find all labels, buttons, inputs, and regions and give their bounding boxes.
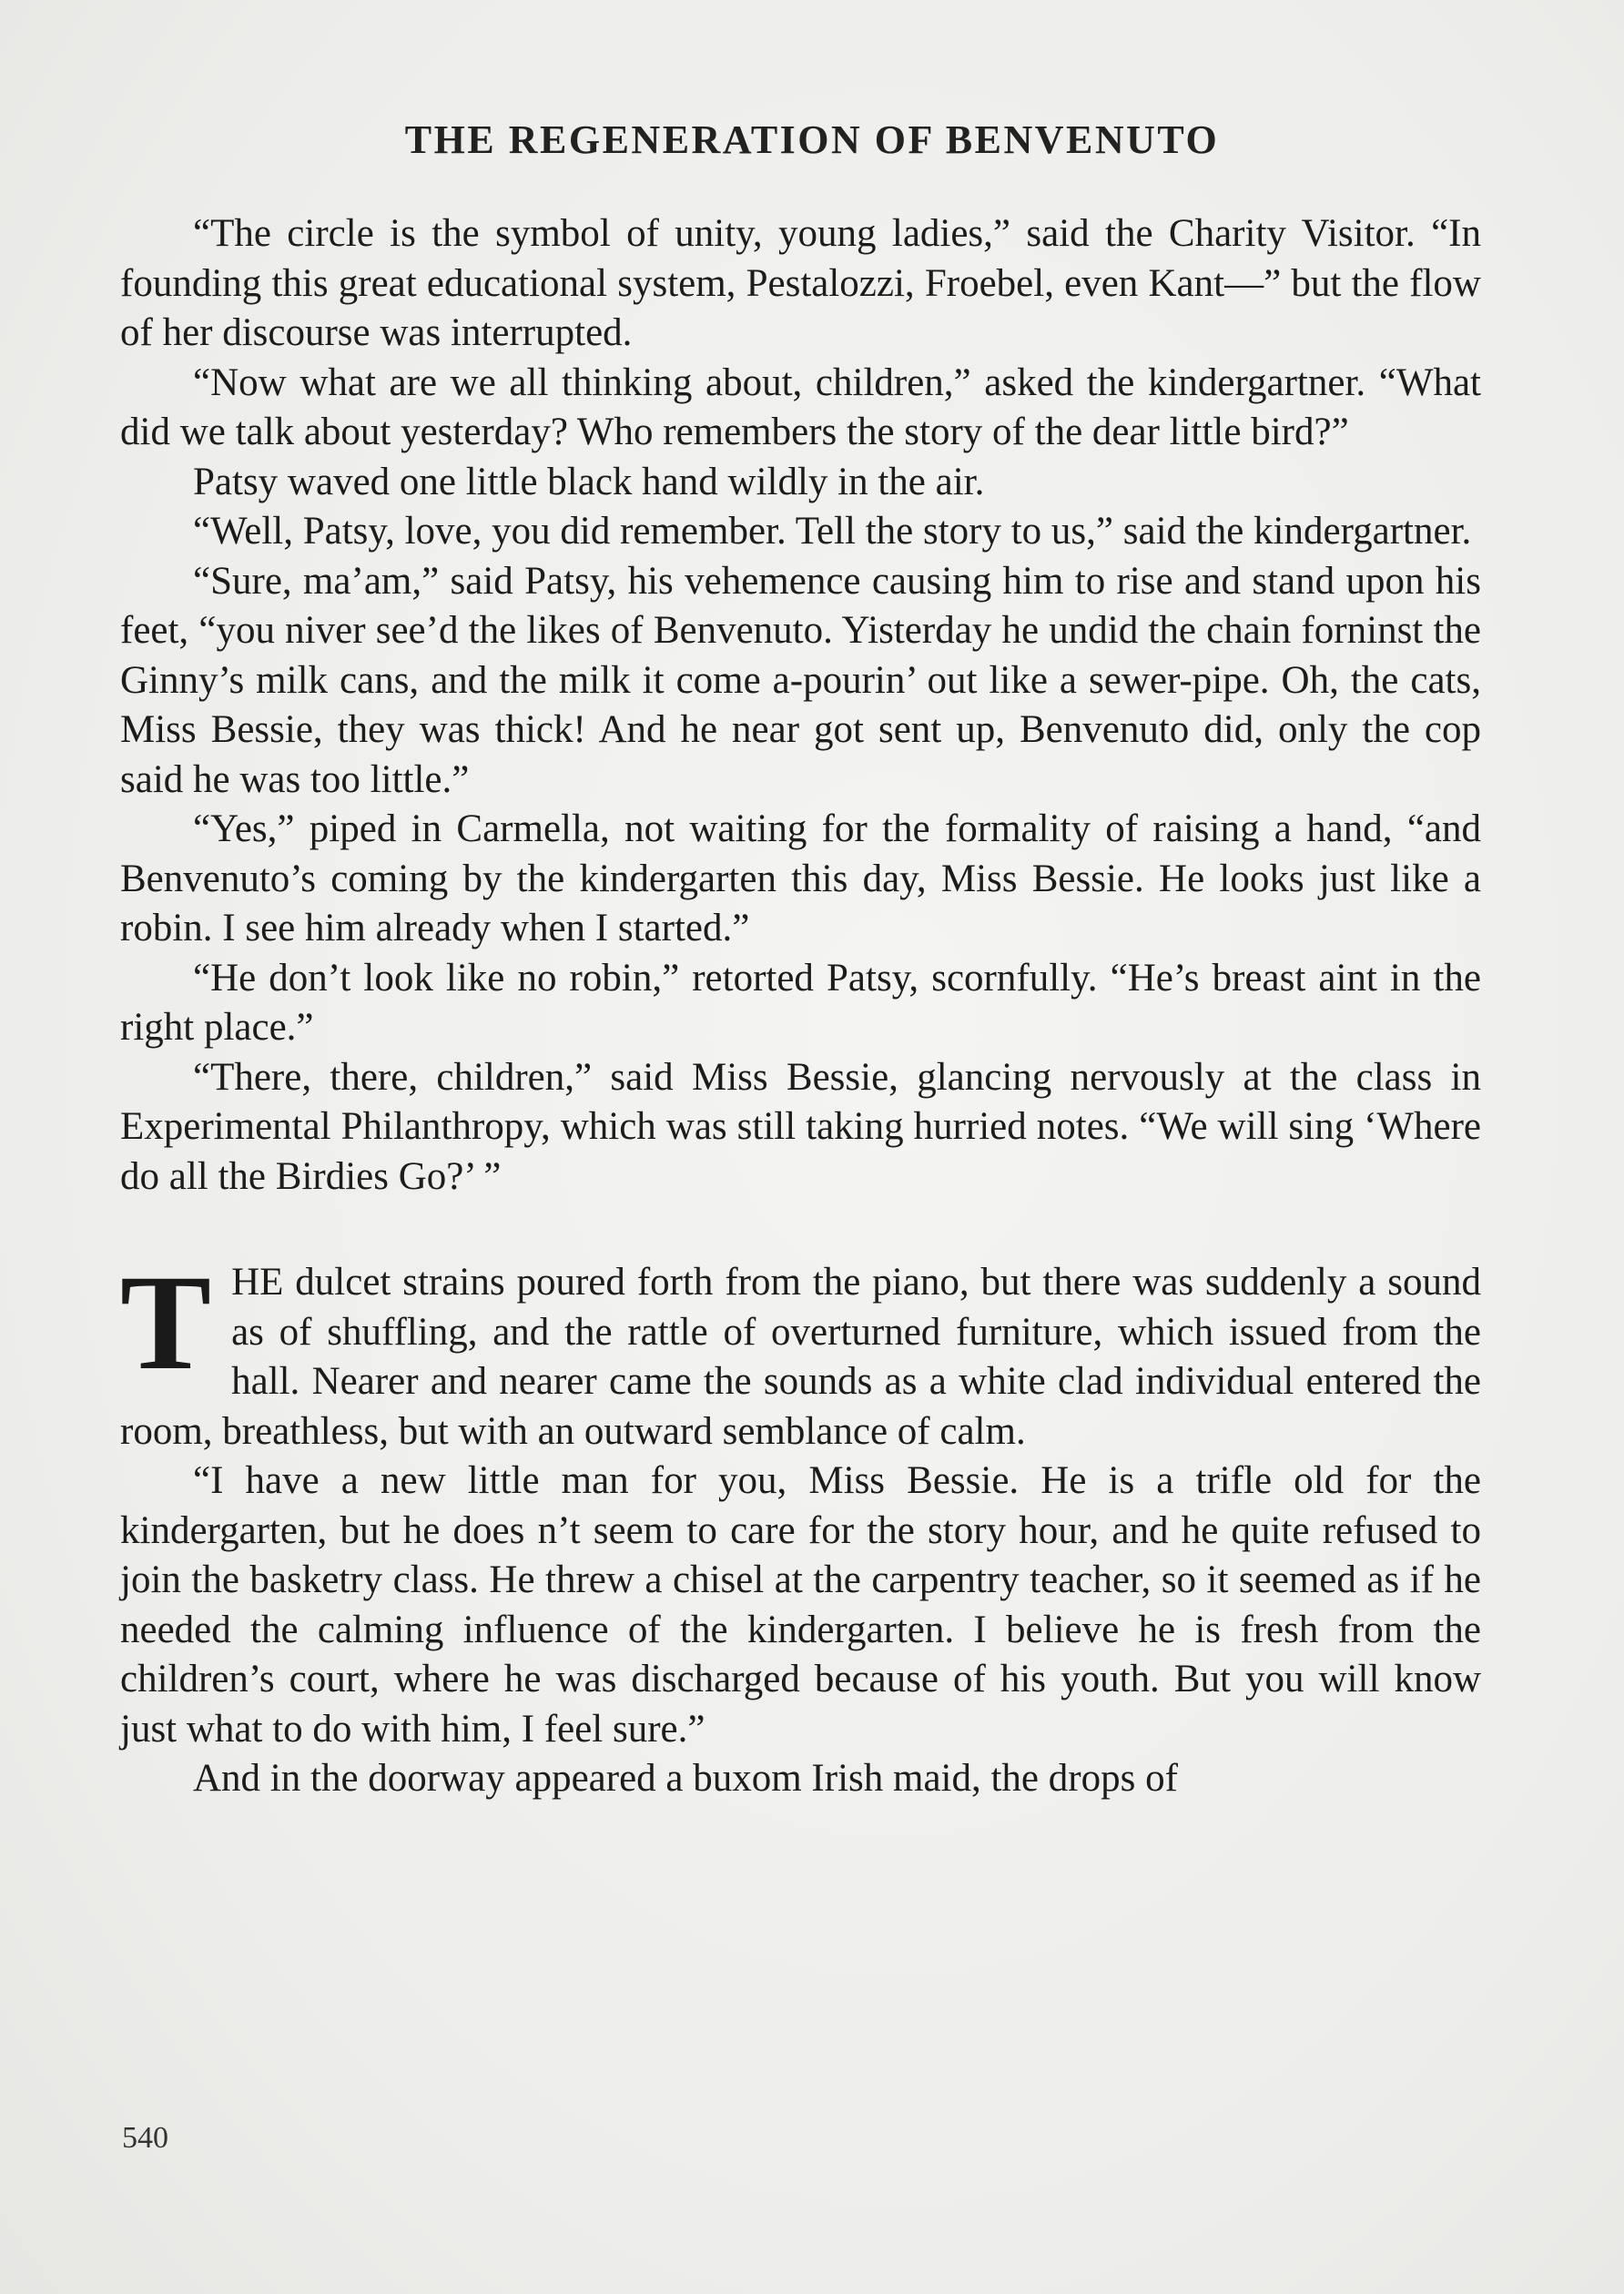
body-text bbox=[120, 209, 1481, 1804]
paragraph: “Sure, ma’am,” said Patsy, his vehemence causing him to rise and stand upon his feet, “you niver see’d the likes of Benvenuto. Yisterday he undid the chain forninst the Ginny’s milk cans, and the milk it come a-pourin’ out like a sewer-pipe. Oh, the cats, Miss Bessie, they was thick! And he near got sent up, Benvenuto did, only the cop said he was too little.” bbox=[120, 559, 1481, 801]
paragraph: “The circle is the symbol of unity, young ladies,” said the Charity Visitor. “In founding this great educational system, Pestalozzi, Froebel, even Kant—” but the flow of her discourse was interrupted. bbox=[120, 212, 1481, 354]
paragraph: “I have a new little man for you, Miss Bessie. He is a trifle old for the kindergarten, but he does n’t seem to care for the story hour, and he quite refused to join the basketry class. He threw a chisel at the carpentry teacher, so it seemed as if he needed the calming influence of the kindergarten. I believe he is fresh from the children’s court, where he was discharged because of his youth. But you will know just what to do with him, I feel sure.” bbox=[120, 1459, 1481, 1751]
dropcap-paragraph-text: HE dulcet strains poured forth from the piano, but there was suddenly a sound as of shuffling, and the rattle of overturned furniture, which issued from the hall. Nearer and nearer came the sounds as a white clad individual entered the room, breathless, but with an outward semblance of calm. bbox=[120, 1261, 1481, 1453]
paragraph: “Well, Patsy, love, you did remember. Tell the story to us,” said the kindergartner. bbox=[193, 510, 1472, 553]
paragraph: “Now what are we all thinking about, children,” asked the kindergartner. “What did we talk about yesterday? Who remembers the story of the dear little bird?” bbox=[120, 360, 1481, 453]
running-head: THE REGENERATION OF BENVENUTO bbox=[404, 117, 1220, 162]
drop-cap: T bbox=[120, 1247, 212, 1398]
paragraph: “He don’t look like no robin,” retorted Patsy, scornfully. “He’s breast aint in the right place.” bbox=[120, 956, 1481, 1049]
dropcap-paragraph bbox=[120, 1247, 1481, 1457]
paragraph: “Yes,” piped in Carmella, not waiting for the formality of raising a hand, “and Benvenuto’s coming by the kindergarten this day, Miss Bessie. He looks just like a robin. I see him already when I started.” bbox=[120, 807, 1481, 949]
paragraph: “There, there, children,” said Miss Bessie, glancing nervously at the class in Experimental Philanthropy, which was still taking hurried notes. “We will sing ‘Where do all the Birdies Go?’ ” bbox=[120, 1055, 1481, 1198]
section-break bbox=[120, 1202, 1481, 1258]
paragraph: And in the doorway appeared a buxom Irish maid, the drops of bbox=[193, 1757, 1178, 1800]
paragraph: Patsy waved one little black hand wildly in the air. bbox=[193, 460, 985, 503]
page-number: 540 bbox=[122, 2121, 168, 2155]
